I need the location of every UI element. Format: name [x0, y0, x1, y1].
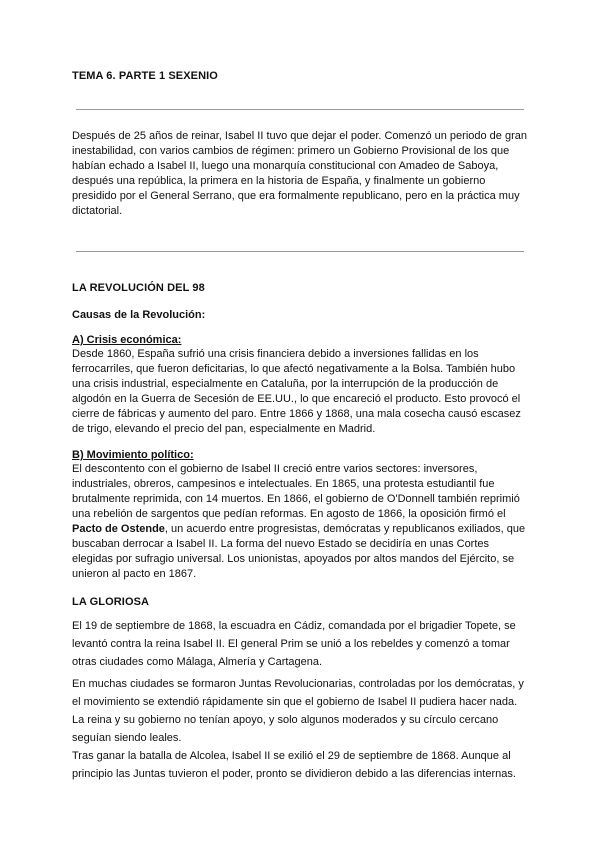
gloriosa-paragraph-1: El 19 de septiembre de 1868, la escuadra en Cádiz, comandada por el brigadier Topete, se levantó contra la reina Isabel II. El general Prim se unió a los rebeldes y comenzó a tomar otras ciudades como Málaga, Almería y Cartagena. [72, 620, 516, 668]
document-title: TEMA 6. PARTE 1 SEXENIO [72, 70, 218, 82]
gloriosa-paragraph-2: En muchas ciudades se formaron Juntas Revolucionarias, controladas por los demócratas, y el movimiento se extendió rápidamente sin que el gobierno de Isabel II pudiera hacer nada. La reina y su gobierno no tenían apoyo, y solo algunos moderados y su círculo cercano seguían siendo leales. [72, 678, 524, 744]
political-text-part2: , un acuerdo entre progresistas, demócratas y republicanos exiliados, que buscaban derrocar a Isabel II. La forma del nuevo Estado se decidiría en unas Cortes elegidas por sufragio universal. Los unionistas, apoyados por altos mandos del Ejército, se unieron al pacto en 1867. [72, 523, 526, 580]
causes-title: Causas de la Revolución: [72, 309, 206, 321]
pacto-de-ostende: Pacto de Ostende [72, 523, 165, 535]
economic-title-text: A) Crisis económica: [72, 334, 182, 346]
subsection-title-economic [72, 334, 181, 346]
political-paragraph [72, 462, 528, 582]
section-title-gloriosa: LA GLORIOSA [72, 596, 150, 608]
subsection-title-political [72, 449, 194, 461]
economic-paragraph: Desde 1860, España sufrió una crisis financiera debido a inversiones fallidas en los ferrocarriles, que fueron deficitarias, lo que afectó negativamente a la Bolsa. También hubo una crisis industrial, especialmente en Cataluña, por la interrupción de la producción de algodón en la Guerra de Secesión de EE.UU., lo que encareció el producto. Esto provocó el cierre de fábricas y aumento del paro. Entre 1866 y 1868, una mala cosecha causó escasez de trigo, elevando el precio del pan, especialmente en Madrid. [72, 348, 521, 435]
divider-middle [76, 251, 524, 252]
political-title-text: B) Movimiento político: [72, 449, 194, 461]
political-text-part1: El descontento con el gobierno de Isabel II creció entre varios sectores: inversores, industriales, obreros, campesinos e intelectuales. En 1865, una protesta estudiantil fue brutalmente reprimida, con 14 muertos. En 1866, el gobierno de O'Donnell también reprimió una rebelión de sargentos que pedían reformas. En agosto de 1866, la oposición firmó el [72, 463, 520, 520]
section-title-revolucion: LA REVOLUCIÓN DEL 98 [72, 282, 205, 294]
intro-paragraph: Después de 25 años de reinar, Isabel II tuvo que dejar el poder. Comenzó un periodo de gran inestabilidad, con varios cambios de régimen: primero un Gobierno Provisional de los que habían echado a Isabel II, luego una monarquía constitucional con Amadeo de Saboya, después una república, la primera en la historia de España, y finalmente un gobierno presidido por el General Serrano, que era formalmente republicano, pero en la práctica muy dictatorial. [72, 130, 527, 217]
gloriosa-paragraph-3: Tras ganar la batalla de Alcolea, Isabel II se exilió el 29 de septiembre de 1868. Aunque al principio las Juntas tuvieron el poder, pronto se dividieron debido a las diferencias internas. [72, 750, 516, 780]
divider-top [76, 109, 524, 110]
